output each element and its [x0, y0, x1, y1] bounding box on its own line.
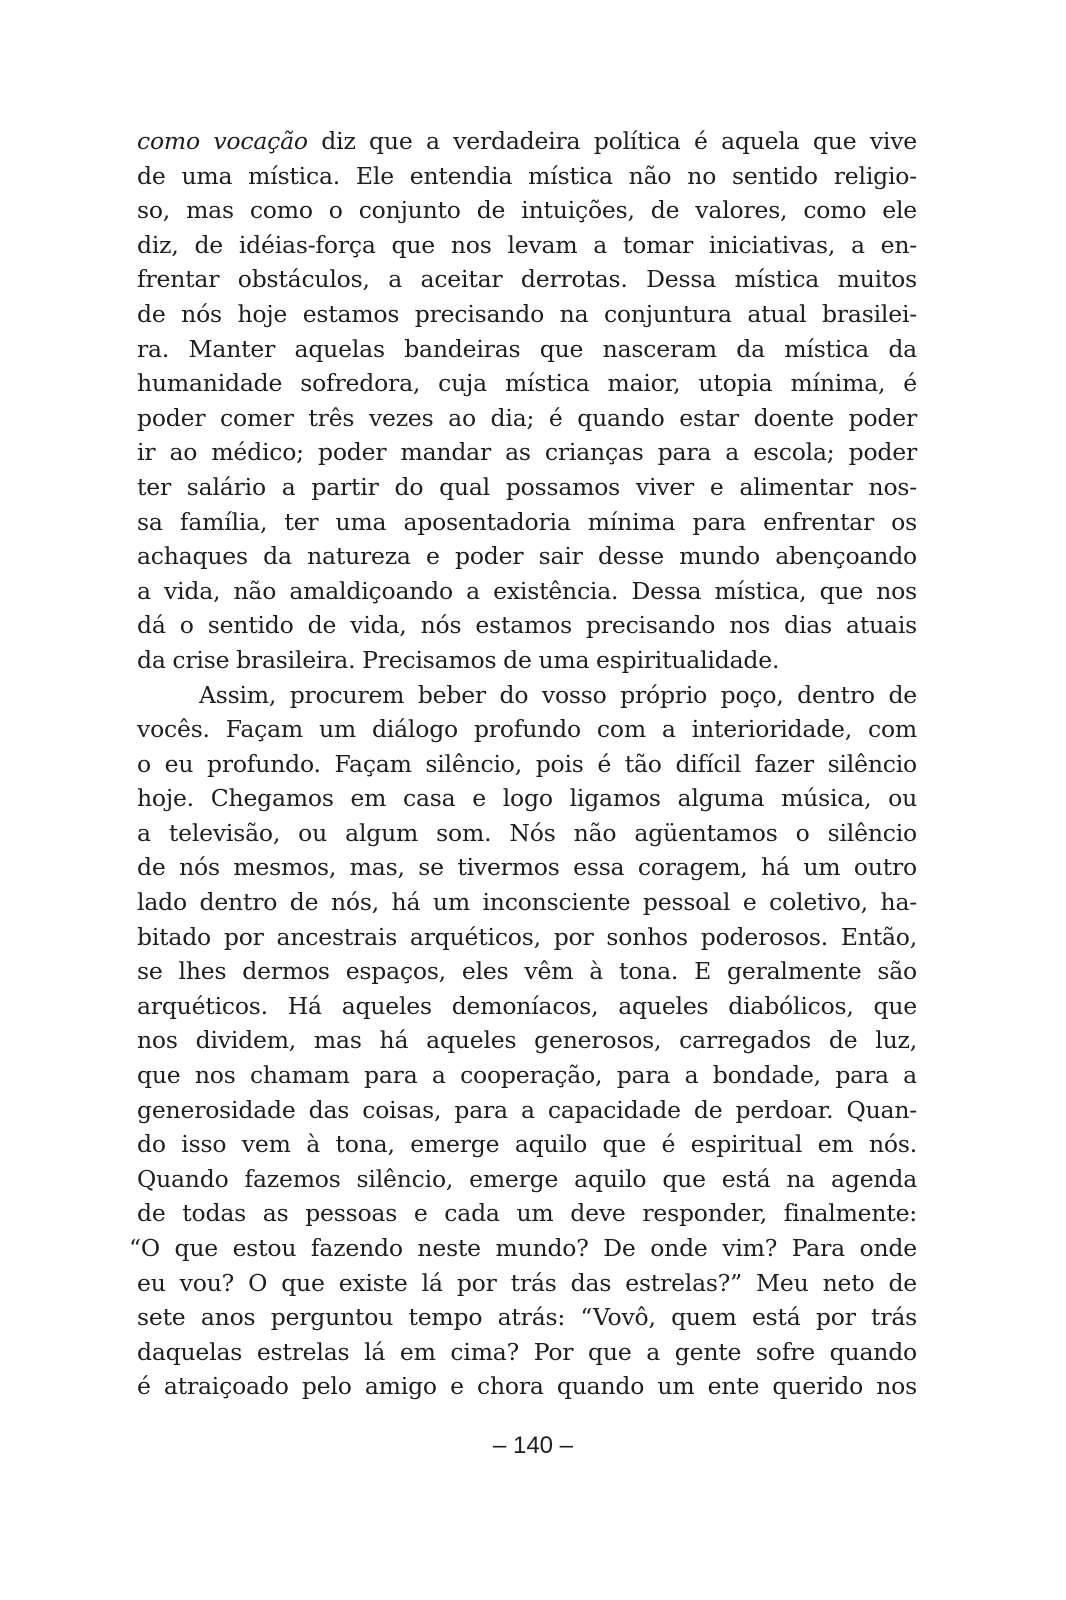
text-line: é atraiçoado pelo amigo e chora quando um ente querido nos — [137, 1372, 917, 1401]
text-line: ra. Manter aquelas bandeiras que nasceram da mística da — [137, 334, 917, 363]
text-line: sa família, ter uma aposentadoria mínima para enfrentar os — [137, 507, 917, 536]
text-line: do isso vem à tona, emerge aquilo que é espiritual em nós. — [137, 1130, 917, 1159]
text-line: se lhes dermos espaços, eles vêm à tona. E geralmente são — [137, 957, 917, 986]
text-line: achaques da natureza e poder sair desse mundo abençoando — [137, 542, 917, 571]
text-line: arquéticos. Há aqueles demoníacos, aqueles diabólicos, que — [137, 991, 917, 1020]
text-line: eu vou? O que existe lá por trás das estrelas?” Meu neto de — [137, 1268, 917, 1297]
text-line: hoje. Chegamos em casa e logo ligamos alguma música, ou — [137, 784, 917, 813]
text-line: poder comer três vezes ao dia; é quando estar doente poder — [137, 403, 917, 432]
text-line: so, mas como o conjunto de intuições, de valores, como ele — [137, 196, 917, 225]
text-line: dá o sentido de vida, nós estamos precisando nos dias atuais — [137, 611, 917, 640]
text-line: frentar obstáculos, a aceitar derrotas. Dessa mística muitos — [137, 265, 917, 294]
text-line: Assim, procurem beber do vosso próprio poço, dentro de — [199, 680, 917, 709]
text-line: da crise brasileira. Precisamos de uma espiritualidade. — [137, 645, 780, 674]
text-fragment: diz que a verdadeira política é aquela que vive — [307, 127, 917, 155]
text-line: de nós hoje estamos precisando na conjuntura atual brasilei- — [137, 299, 917, 328]
page-number: – 140 – — [492, 1432, 574, 1459]
text-line: Quando fazemos silêncio, emerge aquilo que está na agenda — [137, 1164, 917, 1193]
paragraph-2 — [129, 678, 917, 1404]
text-line: a televisão, ou algum som. Nós não agüentamos o silêncio — [137, 818, 917, 847]
body-text — [129, 124, 917, 1404]
text-line: a vida, não amaldiçoando a existência. Dessa mística, que nos — [137, 576, 917, 605]
text-line: diz, de idéias-força que nos levam a tomar iniciativas, a en- — [137, 230, 917, 259]
text-line: de todas as pessoas e cada um deve responder, finalmente: — [137, 1199, 917, 1228]
text-line: ter salário a partir do qual possamos viver e alimentar nos- — [137, 472, 917, 501]
text-line: nos dividem, mas há aqueles generosos, carregados de luz, — [137, 1026, 917, 1055]
text-line: de uma mística. Ele entendia mística não no sentido religio- — [137, 161, 917, 190]
text-line: vocês. Façam um diálogo profundo com a interioridade, com — [137, 715, 917, 744]
italic-title-phrase: como vocação — [137, 127, 308, 155]
text-line: ir ao médico; poder mandar as crianças para a escola; poder — [137, 438, 917, 467]
text-line: humanidade sofredora, cuja mística maior, utopia mínima, é — [137, 369, 917, 398]
text-line: lado dentro de nós, há um inconsciente pessoal e coletivo, ha- — [137, 888, 917, 917]
text-line: “O que estou fazendo neste mundo? De onde vim? Para onde — [129, 1234, 917, 1262]
paragraph-1 — [137, 124, 917, 678]
text-line: sete anos perguntou tempo atrás: “Vovô, quem está por trás — [137, 1303, 917, 1332]
text-line: daquelas estrelas lá em cima? Por que a gente sofre quando — [137, 1337, 917, 1366]
text-line: de nós mesmos, mas, se tivermos essa coragem, há um outro — [137, 853, 917, 882]
text-line: bitado por ancestrais arquéticos, por sonhos poderosos. Então, — [137, 922, 917, 951]
text-line: generosidade das coisas, para a capacidade de perdoar. Quan- — [137, 1095, 917, 1124]
text-line: o eu profundo. Façam silêncio, pois é tão difícil fazer silêncio — [137, 749, 917, 778]
text-line: que nos chamam para a cooperação, para a bondade, para a — [137, 1061, 917, 1090]
text-line — [137, 124, 917, 159]
